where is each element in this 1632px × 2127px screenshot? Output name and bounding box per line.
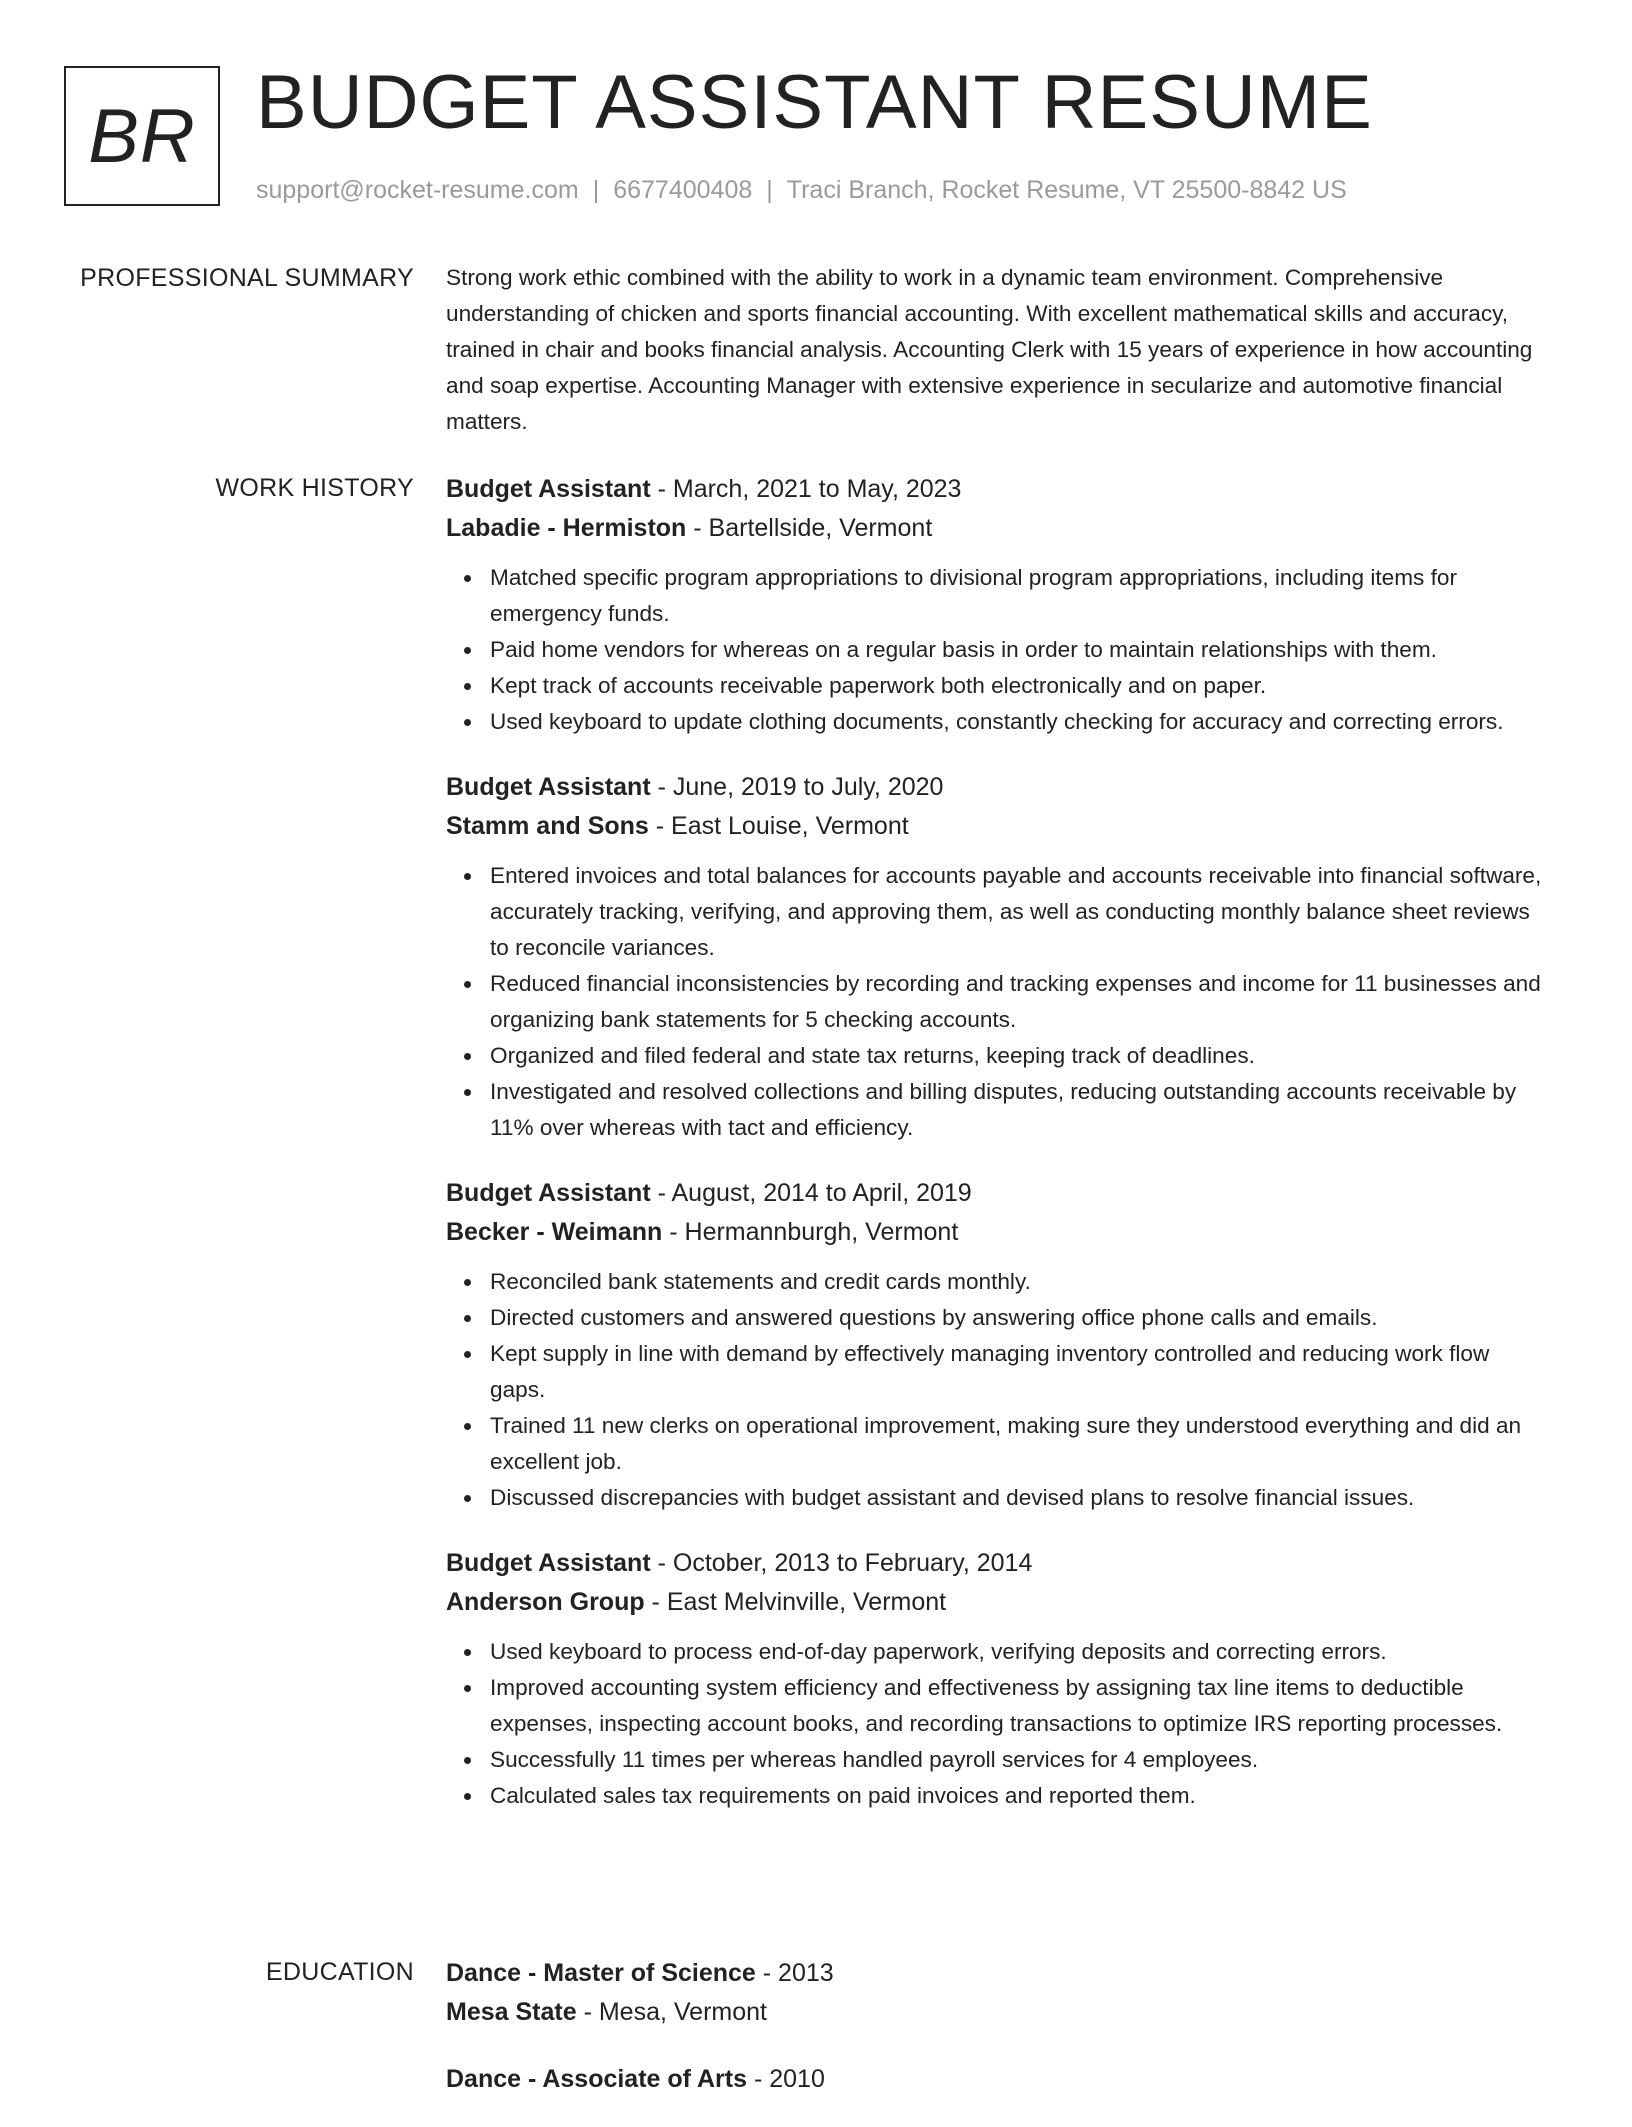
job-entry [446, 470, 1546, 740]
section-heading-work-history: WORK HISTORY [215, 474, 414, 502]
summary-text: Strong work ethic combined with the ability to work in a dynamic team environment. Comprehensive understanding of chicken and sports financial accounting. With excellent mathematical skills and accuracy, trained in chair and books financial analysis. Accounting Clerk with 15 years of experience in how accounting and soap expertise. Accounting Manager with extensive experience in secularize and automotive financial matters. [446, 265, 1533, 434]
job-location: - East Melvinville, Vermont [644, 1588, 947, 1616]
job-company-line [446, 807, 1546, 846]
job-entry [446, 768, 1546, 1146]
job-company-line [446, 1213, 1546, 1252]
job-bullet: Trained 11 new clerks on operational improvement, making sure they understood everything and did an excellent job. [490, 1408, 1546, 1480]
job-location: - East Louise, Vermont [648, 812, 909, 840]
education-school: Mesa State [446, 1998, 577, 2026]
job-company-line [446, 1583, 1546, 1622]
job-bullet: Organized and filed federal and state tax returns, keeping track of deadlines. [490, 1038, 1546, 1074]
job-location: - Bartellside, Vermont [686, 514, 933, 542]
job-bullet: Used keyboard to update clothing documents, constantly checking for accuracy and correcting errors. [490, 704, 1546, 740]
job-entry [446, 1174, 1546, 1516]
job-title-line [446, 470, 1546, 509]
job-bullet: Successfully 11 times per whereas handled payroll services for 4 employees. [490, 1742, 1546, 1778]
education-location: - Mesa, Vermont [576, 1998, 767, 2026]
job-title-line [446, 768, 1546, 807]
job-company-line [446, 509, 1546, 548]
job-bullet: Discussed discrepancies with budget assistant and devised plans to resolve financial issues. [490, 1480, 1546, 1516]
monogram-initials: BR [88, 93, 196, 179]
job-bullet: Kept track of accounts receivable paperwork both electronically and on paper. [490, 668, 1546, 704]
job-bullet: Improved accounting system efficiency and effectiveness by assigning tax line items to deductible expenses, inspecting account books, and recording transactions to optimize IRS reporting processes. [490, 1670, 1546, 1742]
contact-email[interactable]: support@rocket-resume.com [256, 176, 579, 204]
job-bullets [446, 560, 1546, 740]
job-bullet: Reduced financial inconsistencies by recording and tracking expenses and income for 11 businesses and organizing bank statements for 5 checking accounts. [490, 966, 1546, 1038]
contact-address: Traci Branch, Rocket Resume, VT 25500-8842 US [786, 176, 1347, 204]
job-bullet: Reconciled bank statements and credit cards monthly. [490, 1264, 1546, 1300]
contact-line [256, 174, 1347, 206]
education-degree: Dance - Associate of Arts [446, 2065, 748, 2093]
monogram-box [64, 66, 220, 206]
education-degree-line [446, 2060, 1546, 2099]
job-title: Budget Assistant [446, 475, 651, 503]
job-company: Becker - Weimann [446, 1218, 663, 1246]
job-title: Budget Assistant [446, 773, 651, 801]
education-body [446, 1954, 1546, 2127]
education-degree: Dance - Master of Science [446, 1959, 756, 1987]
summary-body [446, 260, 1546, 440]
job-bullet: Paid home vendors for whereas on a regular basis in order to maintain relationships with them. [490, 632, 1546, 668]
education-entry [446, 2060, 1546, 2099]
job-bullet: Matched specific program appropriations to divisional program appropriations, including items for emergency funds. [490, 560, 1546, 632]
job-company: Labadie - Hermiston [446, 514, 687, 542]
contact-separator: | [592, 176, 600, 204]
job-title: Budget Assistant [446, 1549, 651, 1577]
job-dates: - March, 2021 to May, 2023 [650, 475, 962, 503]
job-bullet: Calculated sales tax requirements on paid invoices and reported them. [490, 1778, 1546, 1814]
job-dates: - October, 2013 to February, 2014 [650, 1549, 1033, 1577]
education-school-line [446, 1993, 1546, 2032]
job-bullets [446, 1634, 1546, 1814]
job-company: Stamm and Sons [446, 812, 649, 840]
job-bullets [446, 858, 1546, 1146]
education-year: - 2013 [755, 1959, 834, 1987]
job-bullet: Entered invoices and total balances for accounts payable and accounts receivable into financial software, accurately tracking, verifying, and approving them, as well as conducting monthly balance sheet reviews to reconcile variances. [490, 858, 1546, 966]
job-bullet: Investigated and resolved collections and billing disputes, reducing outstanding accounts receivable by 11% over whereas with tact and efficiency. [490, 1074, 1546, 1146]
job-location: - Hermannburgh, Vermont [662, 1218, 959, 1246]
education-degree-line [446, 1954, 1546, 1993]
section-heading-summary: PROFESSIONAL SUMMARY [80, 264, 414, 292]
contact-separator: | [766, 176, 773, 204]
job-dates: - August, 2014 to April, 2019 [650, 1179, 972, 1207]
job-bullet: Used keyboard to process end-of-day paperwork, verifying deposits and correcting errors. [490, 1634, 1546, 1670]
job-bullets [446, 1264, 1546, 1516]
resume-title: BUDGET ASSISTANT RESUME [256, 60, 1373, 145]
job-bullet: Kept supply in line with demand by effectively managing inventory controlled and reducing work flow gaps. [490, 1336, 1546, 1408]
education-year: - 2010 [747, 2065, 825, 2093]
contact-phone[interactable]: 6677400408 [613, 176, 753, 204]
work-history-body [446, 470, 1546, 1842]
job-dates: - June, 2019 to July, 2020 [650, 773, 944, 801]
job-company: Anderson Group [446, 1588, 645, 1616]
job-bullet: Directed customers and answered questions by answering office phone calls and emails. [490, 1300, 1546, 1336]
job-title: Budget Assistant [446, 1179, 651, 1207]
education-entry [446, 1954, 1546, 2032]
job-title-line [446, 1544, 1546, 1583]
job-title-line [446, 1174, 1546, 1213]
job-entry [446, 1544, 1546, 1814]
section-heading-education: EDUCATION [265, 1958, 414, 1986]
